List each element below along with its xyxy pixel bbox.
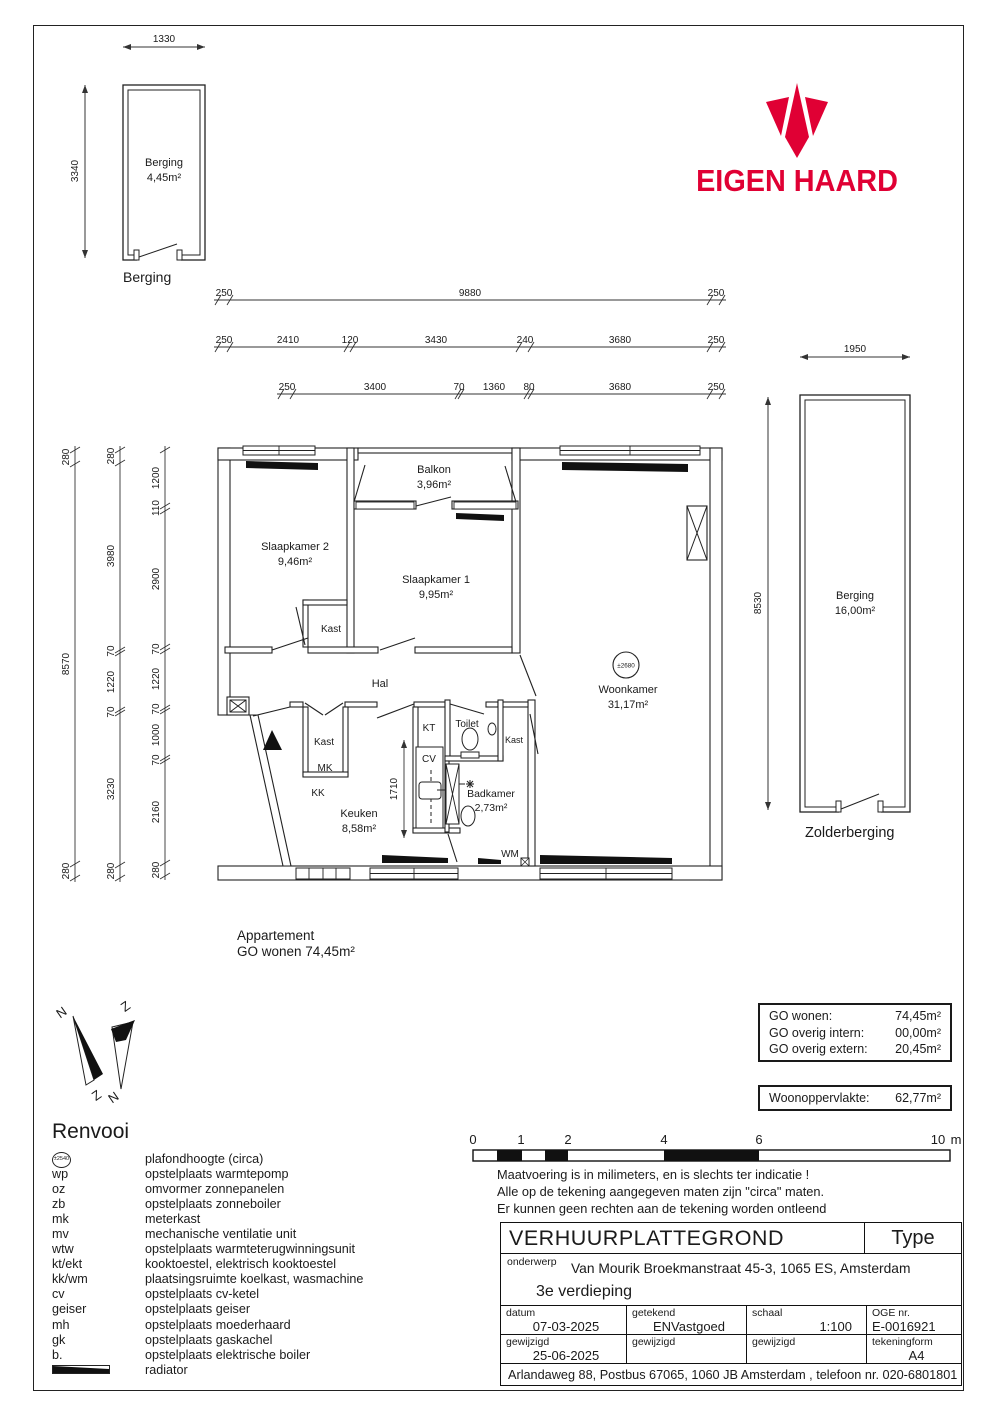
dim-label: 1710: [389, 777, 400, 801]
oge-value: E-0016921: [872, 1319, 936, 1334]
legend-desc: plaatsingsruimte koelkast, wasmachine: [145, 1272, 364, 1287]
legend-item: [52, 1242, 452, 1257]
dim-label: 250: [215, 288, 233, 299]
room-label: Slaapkamer 1: [402, 574, 470, 586]
dim-label: 9880: [458, 288, 482, 299]
legend-desc: plafondhoogte (circa): [145, 1151, 264, 1166]
dim-label: 250: [215, 335, 233, 346]
getekend-label: getekend: [632, 1307, 676, 1319]
dim-label: 2410: [276, 335, 300, 346]
oge-cell: [866, 1306, 961, 1334]
dim-label: 110: [151, 500, 162, 516]
dim-label: 1220: [151, 667, 162, 691]
legend-key: kk/wm: [52, 1272, 88, 1287]
legend-desc: radiator: [145, 1362, 188, 1377]
dim-label: 1220: [106, 670, 117, 694]
north-arrow-compass: [53, 998, 135, 1106]
legend-desc: omvormer zonnepanelen: [145, 1181, 285, 1196]
dim-label: 70: [453, 382, 465, 393]
room-label: Badkamer: [467, 788, 515, 800]
entrance-marker: [263, 730, 282, 750]
notice-line: Alle op de tekening aangegeven maten zijn "circa" maten.: [497, 1184, 825, 1200]
table-row: [769, 1026, 941, 1040]
gewijzigd-cell-1: [501, 1335, 626, 1363]
dim-label: 70: [151, 703, 162, 715]
legend-key: kt/ekt: [52, 1257, 83, 1272]
table-row: [769, 1009, 941, 1023]
legend-key: cv: [52, 1287, 65, 1302]
legend-desc: opstelplaats cv-ketel: [145, 1287, 260, 1302]
room-label: Balkon: [417, 464, 451, 476]
legend-desc: opstelplaats zonneboiler: [145, 1196, 281, 1211]
room-label: Toilet: [455, 719, 479, 730]
go-wonen-label: GO wonen:: [769, 1009, 833, 1024]
renvooi-legend: [52, 1120, 452, 1377]
room-label: Kast: [313, 737, 335, 748]
compass-letter: Z: [88, 1086, 104, 1104]
dim-label: 80: [523, 382, 535, 393]
legend-item: [52, 1196, 452, 1211]
getekend-cell: [626, 1306, 746, 1334]
dim-label: 250: [707, 335, 725, 346]
dim-label: 3680: [608, 382, 632, 393]
room-label: WM: [501, 849, 519, 860]
legend-item: [52, 1181, 452, 1196]
legend-desc: kooktoestel, elektrisch kooktoestel: [145, 1257, 337, 1272]
dim-label: 280: [61, 448, 72, 466]
dim-label: 1330: [152, 34, 176, 45]
scale-unit: m: [950, 1132, 962, 1147]
legend-key: ±2540: [53, 1156, 70, 1163]
legend-item: [52, 1332, 452, 1347]
scale-tick: 10: [930, 1132, 946, 1147]
legend-desc: mechanische ventilatie unit: [145, 1227, 297, 1242]
dim-label: 3430: [424, 335, 448, 346]
legend-key: wp: [52, 1166, 69, 1181]
room-label: KK: [311, 788, 325, 799]
schaal-cell: [746, 1306, 866, 1334]
gewijzigd-value-1: 25-06-2025: [532, 1348, 600, 1363]
ceiling-height-value: ±2680: [617, 662, 635, 670]
type-cell: Type: [864, 1223, 961, 1253]
scale-tick: 0: [469, 1132, 477, 1147]
dim-label: 3340: [70, 159, 81, 183]
scale-bar: [469, 1132, 961, 1161]
room-label: Kast: [504, 735, 524, 745]
schaal-label: schaal: [752, 1307, 783, 1319]
legend-key: mk: [52, 1211, 69, 1226]
go-intern-label: GO overig intern:: [769, 1025, 865, 1040]
notice-line: Maatvoering is in milimeters, en is slechts ter indicatie !: [497, 1167, 810, 1182]
measurement-notices: [497, 1166, 927, 1217]
getekend-value: ENVastgoed: [652, 1319, 726, 1334]
small-berging-plan: [70, 34, 205, 285]
legend-item: [52, 1347, 452, 1362]
room-area: 31,17m²: [607, 699, 649, 711]
subject-row: [501, 1253, 961, 1305]
dim-label: 280: [106, 862, 117, 880]
room-label: Woonkamer: [598, 684, 658, 696]
table-row: [769, 1042, 941, 1056]
tekeningform-cell: [866, 1335, 961, 1363]
legend-key: mv: [52, 1227, 69, 1242]
room-label: Kast: [320, 624, 342, 635]
plan-caption: Zolderberging: [805, 825, 895, 841]
apartment-caption: [237, 928, 355, 960]
legend-key: oz: [52, 1181, 66, 1196]
legend-item: [52, 1226, 452, 1241]
room-label: Berging: [145, 157, 183, 169]
legend-item: [52, 1151, 452, 1166]
gewijzigd-cell-3: [746, 1335, 866, 1363]
legend-key: gk: [52, 1332, 66, 1347]
scale-tick: 4: [660, 1132, 668, 1147]
drawing-title: VERHUURPLATTEGROND: [509, 1225, 784, 1250]
room-area: 8,58m²: [341, 823, 377, 835]
radiator-icon: [52, 1365, 110, 1374]
floor-label: 3e verdieping: [536, 1283, 633, 1300]
room-area: 9,46m²: [277, 556, 313, 568]
room-label: CV: [422, 754, 436, 765]
legend-key: geiser: [52, 1302, 87, 1317]
gewijzigd-cell-2: [626, 1335, 746, 1363]
dim-label: 250: [707, 382, 725, 393]
dimension-col-labels: [61, 447, 162, 879]
room-label: KT: [422, 723, 436, 734]
apartment-caption-line1: Appartement: [237, 928, 315, 943]
office-address: Arlandaweg 88, Postbus 67065, 1060 JB Amsterdam , telefoon nr. 020-6801801: [501, 1363, 961, 1385]
tekeningform-value: A4: [908, 1348, 925, 1363]
dim-label: 8570: [61, 652, 72, 676]
dim-label: 70: [151, 754, 162, 766]
legend-key: wtw: [52, 1242, 74, 1257]
go-extern-value: 20,45m²: [895, 1041, 941, 1056]
notice-line: Er kunnen geen rechten aan de tekening worden ontleend: [497, 1201, 827, 1217]
legend-item: [52, 1211, 452, 1226]
legend-item: [52, 1302, 452, 1317]
dim-label: 120: [341, 335, 359, 346]
legend-key: b.: [52, 1347, 63, 1362]
eigen-haard-logo-icon: [766, 83, 828, 158]
dim-label: 2160: [151, 800, 162, 824]
legend-desc: opstelplaats warmteterugwinningsunit: [145, 1242, 356, 1257]
gewijzigd-label: gewijzigd: [506, 1336, 550, 1348]
dim-label: 250: [707, 288, 725, 299]
dim-label: 70: [151, 643, 162, 655]
room-area: 4,45m²: [146, 172, 182, 184]
room-label: Hal: [371, 678, 389, 690]
dim-label: 70: [106, 645, 117, 657]
scale-tick: 6: [755, 1132, 763, 1147]
compass-letter: Z: [117, 997, 133, 1015]
datum-label: datum: [506, 1307, 536, 1319]
dim-label: 280: [151, 861, 162, 879]
legend-item: [52, 1272, 452, 1287]
table-row: [769, 1091, 941, 1105]
dimension-row-labels: [216, 288, 725, 393]
woonoppervlakte-label: Woonoppervlakte:: [769, 1091, 870, 1105]
dim-label: 280: [61, 862, 72, 880]
room-area: 16,00m²: [834, 605, 876, 617]
plan-symbols: [230, 446, 707, 879]
scale-tick: 1: [517, 1132, 525, 1147]
dim-label: 1950: [843, 344, 867, 355]
room-label: Slaapkamer 2: [261, 541, 329, 553]
go-intern-value: 00,00m²: [895, 1025, 941, 1040]
legend-desc: meterkast: [145, 1211, 201, 1226]
legend-desc: opstelplaats warmtepomp: [145, 1166, 289, 1181]
room-label: Keuken: [340, 808, 378, 820]
title-block-header: [501, 1223, 961, 1253]
zolderberging-plan: [753, 344, 910, 841]
oge-label: OGE nr.: [872, 1307, 910, 1319]
legend-key: mh: [52, 1317, 70, 1332]
room-label: MK: [317, 763, 333, 774]
go-wonen-value: 74,45m²: [895, 1009, 941, 1024]
dim-label: 1200: [151, 466, 162, 490]
renvooi-title: Renvooi: [52, 1120, 130, 1143]
legend-desc: opstelplaats gaskachel: [145, 1332, 273, 1347]
dim-label: 3230: [106, 777, 117, 801]
legend-key: zb: [52, 1196, 66, 1211]
compass-letter: N: [105, 1088, 122, 1107]
legend-desc: opstelplaats geiser: [145, 1302, 251, 1317]
dim-label: 1360: [482, 382, 506, 393]
legend-item: [52, 1362, 452, 1377]
go-area-table: [758, 1003, 952, 1062]
legend-item: [52, 1317, 452, 1332]
scale-tick: 2: [564, 1132, 572, 1147]
datum-value: 07-03-2025: [532, 1319, 600, 1334]
onderwerp-label: onderwerp: [507, 1256, 557, 1268]
room-area: 2,73m²: [474, 802, 508, 814]
schaal-value: 1:100: [819, 1319, 852, 1334]
tekeningform-label: tekeningform: [872, 1336, 933, 1348]
gewijzigd-label: gewijzigd: [632, 1336, 676, 1348]
go-extern-label: GO overig extern:: [769, 1041, 868, 1056]
title-block: [500, 1222, 962, 1386]
gewijzigd-label: gewijzigd: [752, 1336, 796, 1348]
room-label: Berging: [836, 590, 874, 602]
legend-item: [52, 1287, 452, 1302]
meta-row-1: [501, 1305, 961, 1334]
dim-label: 3400: [363, 382, 387, 393]
datum-cell: [501, 1306, 626, 1334]
dim-label: 2900: [151, 567, 162, 591]
legend-item: [52, 1257, 452, 1272]
plan-caption: Berging: [123, 269, 172, 285]
room-area: 3,96m²: [416, 479, 452, 491]
dim-label: 3980: [106, 544, 117, 568]
dim-label: 8530: [753, 591, 764, 615]
ceiling-height-icon: [52, 1152, 71, 1168]
dim-label: 3680: [608, 335, 632, 346]
legend-desc: opstelplaats moederhaard: [145, 1317, 291, 1332]
dim-label: 240: [516, 335, 534, 346]
meta-row-2: [501, 1334, 961, 1363]
legend-desc: opstelplaats elektrische boiler: [145, 1347, 311, 1362]
apartment-caption-line2: GO wonen 74,45m²: [237, 944, 355, 960]
onderwerp-value: Van Mourik Broekmanstraat 45-3, 1065 ES, Amsterdam: [571, 1261, 911, 1276]
eigen-haard-logo-text: EIGEN HAARD: [696, 163, 898, 198]
legend-item: [52, 1166, 452, 1181]
dim-label: 1000: [151, 723, 162, 747]
woonoppervlakte-value: 62,77m²: [895, 1091, 941, 1105]
woonoppervlakte-table: [758, 1085, 952, 1111]
dim-label: 280: [106, 447, 117, 465]
room-area: 9,95m²: [418, 589, 454, 601]
compass-letter: N: [53, 1003, 70, 1022]
dim-label: 250: [278, 382, 296, 393]
dim-label: 70: [106, 706, 117, 718]
